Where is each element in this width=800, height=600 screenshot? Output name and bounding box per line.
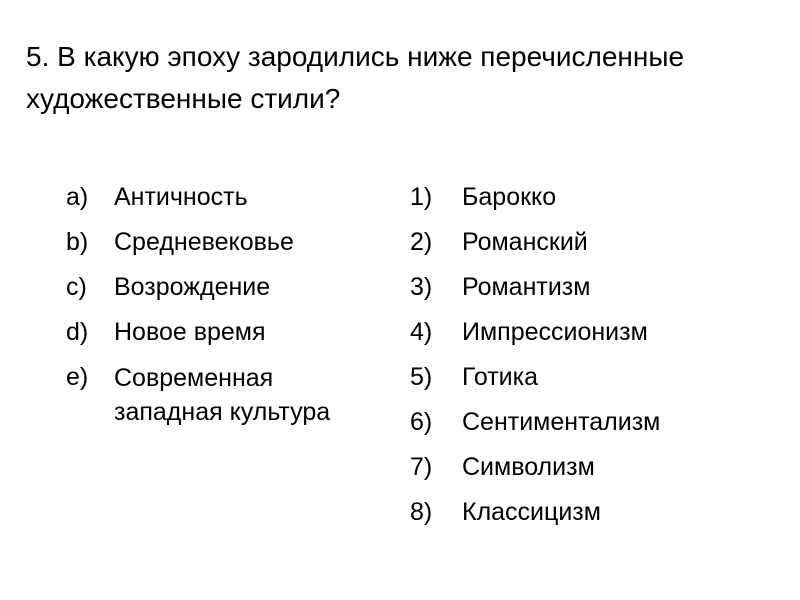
list-item [410,355,770,400]
list-item [410,445,770,490]
list-marker: 7) [410,453,433,481]
epoch-label: Новое время [114,318,266,346]
list-item [66,355,386,429]
question-title: 5. В какую эпоху зародились ниже перечисленные художественные стили? [26,41,685,114]
list-item [410,400,770,445]
epoch-label: Средневековье [114,228,294,256]
style-label: Символизм [462,453,595,481]
style-label: Романский [462,228,588,256]
list-marker: 2) [410,228,433,256]
epoch-label: Античность [114,183,248,211]
list-item [410,490,770,535]
style-label: Импрессионизм [462,318,648,346]
style-label: Классицизм [462,498,601,526]
style-label: Романтизм [462,273,591,301]
list-marker: d) [66,318,89,346]
style-label: Барокко [462,183,557,211]
styles-list [410,175,770,535]
list-marker: 5) [410,363,433,391]
list-item [410,220,770,265]
list-marker: a) [66,183,89,211]
list-marker: e) [66,363,89,391]
list-marker: c) [66,273,87,301]
list-item [66,220,386,265]
list-marker: 4) [410,318,433,346]
style-label: Готика [462,363,539,391]
style-label: Сентиментализм [462,408,661,436]
list-marker: 6) [410,408,433,436]
list-item [66,310,386,355]
epoch-label: Возрождение [114,273,271,301]
list-item [410,175,770,220]
epoch-label: Современная западная культура [114,364,331,426]
list-marker: 3) [410,273,433,301]
list-item [66,265,386,310]
epochs-list [66,175,386,429]
list-marker: 1) [410,183,433,211]
list-marker: 8) [410,498,433,526]
list-item [66,175,386,220]
list-item [410,310,770,355]
list-item [410,265,770,310]
list-marker: b) [66,228,89,256]
